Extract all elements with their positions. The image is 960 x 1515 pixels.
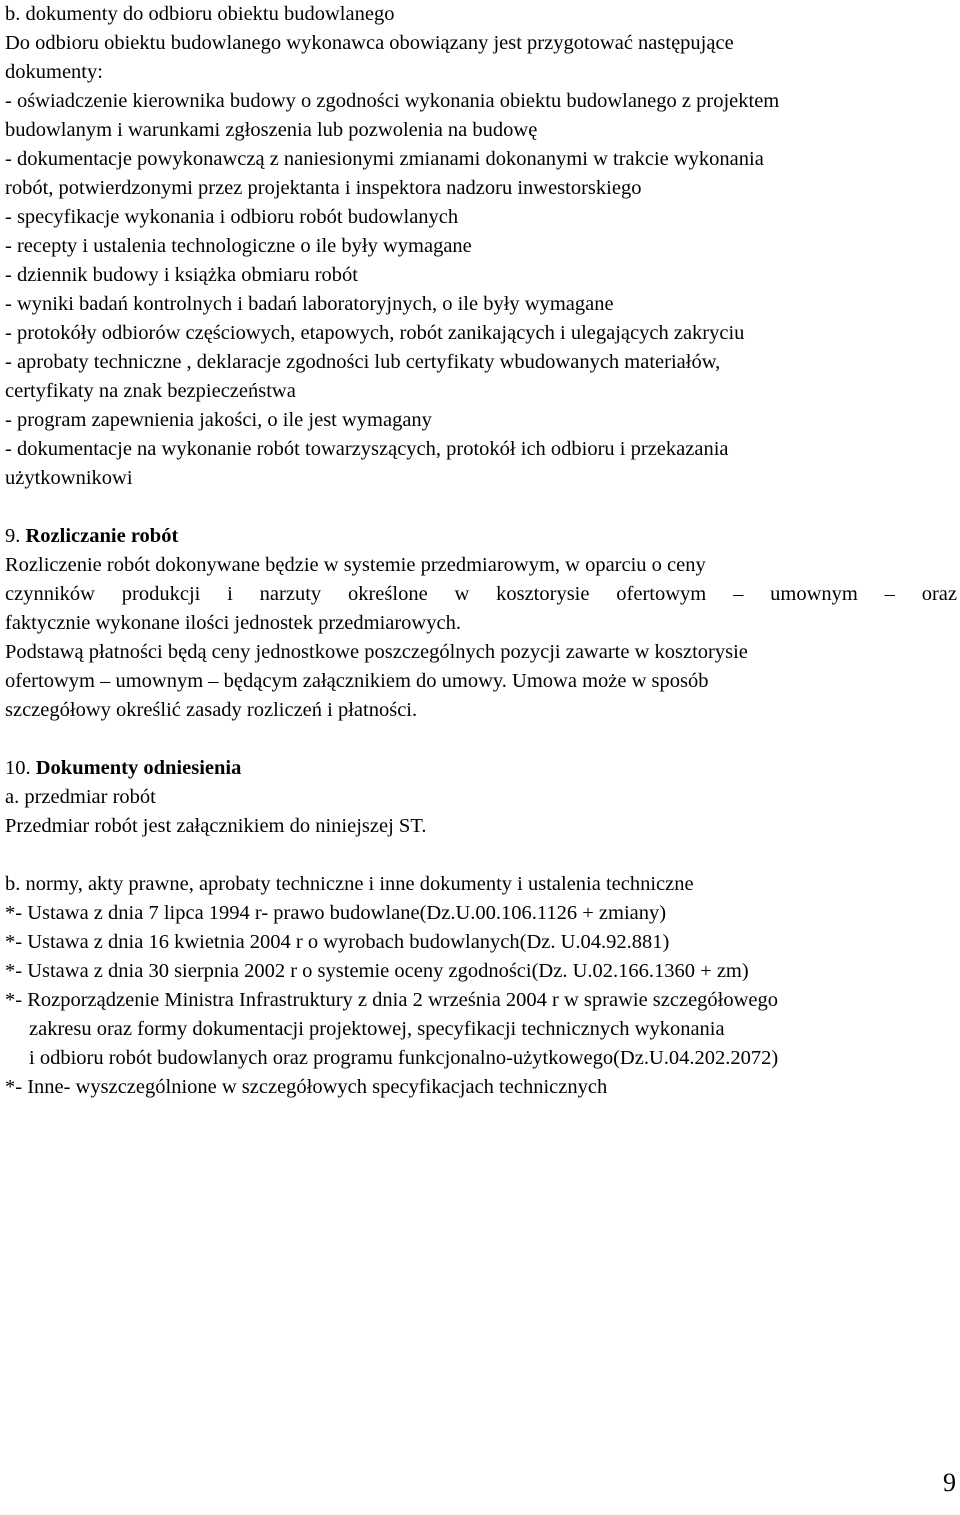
subsection-heading: b. normy, akty prawne, aprobaty techniczne i inne dokumenty i ustalenia techniczne xyxy=(5,873,694,895)
word: umownym xyxy=(770,583,858,605)
list-item: - wyniki badań kontrolnych i badań laboratoryjnych, o ile były wymagane xyxy=(5,293,614,315)
section-title xyxy=(5,522,957,551)
page-number: 9 xyxy=(943,1468,956,1497)
intro-text: dokumenty: xyxy=(5,61,103,83)
paragraph-line: faktycznie wykonane ilości jednostek przedmiarowych. xyxy=(5,612,461,634)
word: w xyxy=(454,583,470,605)
intro-text: Do odbioru obiektu budowlanego wykonawca obowiązany jest przygotować następujące xyxy=(5,32,734,54)
word: czynników xyxy=(5,583,95,605)
paragraph-line: ofertowym – umownym – będącym załącznikiem do umowy. Umowa może w sposób xyxy=(5,670,709,692)
word: oraz xyxy=(921,583,957,605)
list-item: robót, potwierdzonymi przez projektanta i inspektora nadzoru inwestorskiego xyxy=(5,177,642,199)
section-9-settlement xyxy=(5,522,957,725)
list-item: - specyfikacje wykonania i odbioru robót budowlanych xyxy=(5,206,459,228)
section-number: 10. xyxy=(5,757,36,779)
list-item: użytkownikowi xyxy=(5,467,133,489)
paragraph-line: Rozliczenie robót dokonywane będzie w systemie przedmiarowym, w oparciu o ceny xyxy=(5,554,706,576)
list-item: - dokumentacje na wykonanie robót towarzyszących, protokół ich odbioru i przekazania xyxy=(5,438,729,460)
list-item: - aprobaty techniczne , deklaracje zgodności lub certyfikaty wbudowanych materiałów, xyxy=(5,351,721,373)
word: – xyxy=(733,583,744,605)
reference-item: *- Ustawa z dnia 30 sierpnia 2002 r o systemie oceny zgodności(Dz. U.02.166.1360 + zm) xyxy=(5,960,749,982)
word: kosztorysie xyxy=(496,583,590,605)
list-item: - dokumentacje powykonawczą z naniesionymi zmianami dokonanymi w trakcie wykonania xyxy=(5,148,764,170)
list-item: budowlanym i warunkami zgłoszenia lub pozwolenia na budowę xyxy=(5,119,538,141)
reference-item: *- Ustawa z dnia 16 kwietnia 2004 r o wyrobach budowlanych(Dz. U.04.92.881) xyxy=(5,931,670,953)
reference-item-continuation: zakresu oraz formy dokumentacji projektowej, specyfikacji technicznych wykonania xyxy=(29,1018,725,1040)
list-item: - dziennik budowy i książka obmiaru robót xyxy=(5,264,358,286)
word: produkcji xyxy=(121,583,201,605)
word: określone xyxy=(347,583,428,605)
section-number: 9. xyxy=(5,525,26,547)
reference-item: *- Rozporządzenie Ministra Infrastruktury z dnia 2 września 2004 r w sprawie szczegółowego xyxy=(5,989,779,1011)
list-item: - program zapewnienia jakości, o ile jest wymagany xyxy=(5,409,432,431)
section-b-documents xyxy=(5,0,957,493)
word: narzuty xyxy=(259,583,322,605)
list-item: - recepty i ustalenia technologiczne o ile były wymagane xyxy=(5,235,472,257)
paragraph-line: szczegółowy określić zasady rozliczeń i płatności. xyxy=(5,699,418,721)
paragraph-line-justified xyxy=(5,580,957,609)
section-title xyxy=(5,754,957,783)
list-item: certyfikaty na znak bezpieczeństwa xyxy=(5,380,296,402)
word: – xyxy=(884,583,895,605)
section-title-text: Rozliczanie robót xyxy=(25,525,179,547)
reference-item-continuation: i odbioru robót budowlanych oraz programu funkcjonalno-użytkowego(Dz.U.04.202.2072) xyxy=(29,1047,779,1069)
section-10-references xyxy=(5,754,957,841)
section-title-text: Dokumenty odniesienia xyxy=(35,757,242,779)
paragraph-line: Przedmiar robót jest załącznikiem do niniejszej ST. xyxy=(5,815,427,837)
word: ofertowym xyxy=(616,583,707,605)
subsection-heading: a. przedmiar robót xyxy=(5,786,156,808)
list-item: - oświadczenie kierownika budowy o zgodności wykonania obiektu budowlanego z projektem xyxy=(5,90,780,112)
paragraph-line: Podstawą płatności będą ceny jednostkowe poszczególnych pozycji zawarte w kosztorysie xyxy=(5,641,748,663)
word: i xyxy=(227,583,233,605)
reference-item: *- Inne- wyszczególnione w szczegółowych specyfikacjach technicznych xyxy=(5,1076,608,1098)
section-heading: b. dokumenty do odbioru obiektu budowlanego xyxy=(5,3,395,25)
reference-item: *- Ustawa z dnia 7 lipca 1994 r- prawo budowlane(Dz.U.00.106.1126 + zmiany) xyxy=(5,902,667,924)
list-item: - protokóły odbiorów częściowych, etapowych, robót zanikających i ulegających zakryciu xyxy=(5,322,745,344)
section-10b-legal-acts xyxy=(5,870,957,1102)
